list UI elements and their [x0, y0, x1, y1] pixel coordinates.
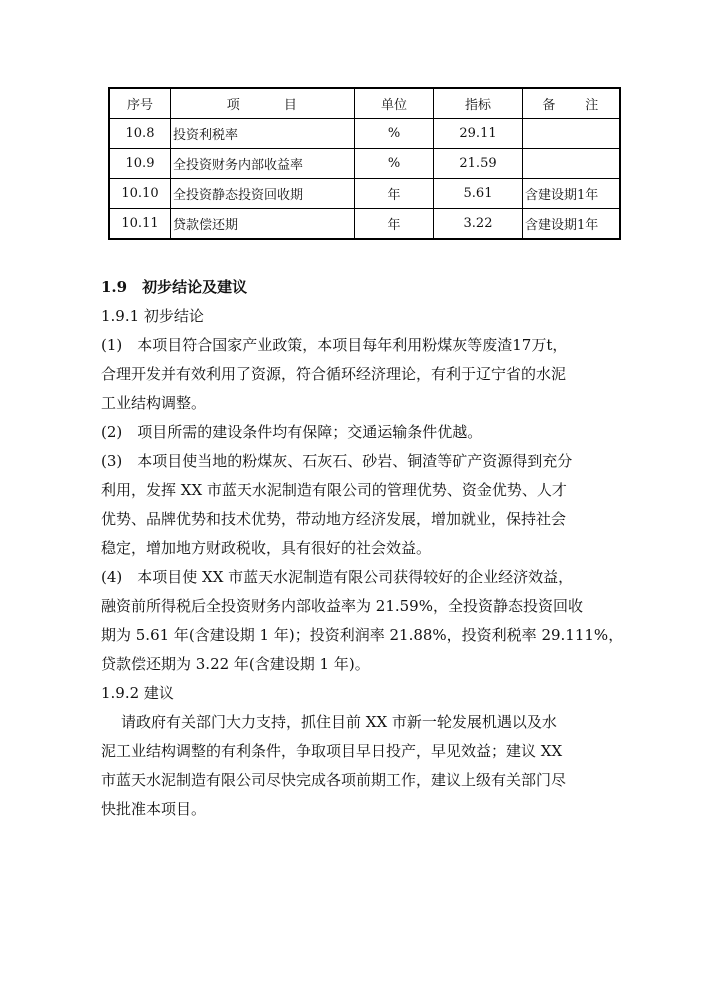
- cell-value: 5.61: [434, 179, 523, 209]
- text-line: (4) 本项目使 XX 市蓝天水泥制造有限公司获得较好的企业经济效益，: [101, 568, 574, 586]
- table-row: [109, 149, 620, 179]
- cell-unit: %: [355, 149, 434, 179]
- text-line: 泥工业结构调整的有利条件，争取项目早日投产，早见效益；建议 XX: [101, 742, 563, 760]
- cell-no: 10.9: [109, 149, 171, 179]
- paragraph-3: [101, 447, 641, 563]
- cell-unit: 年: [355, 209, 434, 240]
- cell-item: 全投资静态投资回收期: [171, 179, 355, 209]
- cell-item: 全投资财务内部收益率: [171, 149, 355, 179]
- table-row: [109, 179, 620, 209]
- indicator-table: [108, 87, 621, 240]
- cell-item: 贷款偿还期: [171, 209, 355, 240]
- text-line: 融资前所得税后全投资财务内部收益率为 21.59%，全投资静态投资回收: [101, 597, 583, 615]
- cell-value: 3.22: [434, 209, 523, 240]
- text-line: 期为 5.61 年(含建设期 1 年)；投资利润率 21.88%，投资利税率 29.111%，: [101, 626, 624, 644]
- paragraph-4: [101, 563, 641, 679]
- text-line: 市蓝天水泥制造有限公司尽快完成各项前期工作，建议上级有关部门尽: [101, 771, 567, 789]
- cell-unit: %: [355, 119, 434, 149]
- cell-note: [523, 149, 621, 179]
- paragraph-1: [101, 331, 641, 418]
- header-unit: 单位: [355, 88, 434, 119]
- cell-no: 10.10: [109, 179, 171, 209]
- header-note: 备 注: [523, 88, 621, 119]
- section-body: [101, 273, 641, 824]
- text-line: (2) 项目所需的建设条件均有保障；交通运输条件优越。: [101, 423, 483, 441]
- text-line: 稳定，增加地方财政税收，具有很好的社会效益。: [101, 539, 432, 557]
- subsection-conclusion: 1.9.1 初步结论: [101, 307, 204, 325]
- section-heading: 1.9 初步结论及建议: [101, 278, 248, 296]
- paragraph-2: [101, 418, 641, 447]
- table-header-row: [109, 88, 620, 119]
- header-no: 序号: [109, 88, 171, 119]
- text-line: (1) 本项目符合国家产业政策，本项目每年利用粉煤灰等废渣17万t，: [101, 336, 568, 354]
- cell-no: 10.11: [109, 209, 171, 240]
- paragraph-5: [101, 708, 641, 824]
- header-value: 指标: [434, 88, 523, 119]
- text-line: 合理开发并有效利用了资源，符合循环经济理论，有利于辽宁省的水泥: [101, 365, 567, 383]
- text-line: 利用，发挥 XX 市蓝天水泥制造有限公司的管理优势、资金优势、人才: [101, 481, 567, 499]
- cell-note: 含建设期1年: [523, 179, 621, 209]
- text-line: (3) 本项目使当地的粉煤灰、石灰石、砂岩、铜渣等矿产资源得到充分: [101, 452, 573, 470]
- table-row: [109, 209, 620, 240]
- header-item: 项 目: [171, 88, 355, 119]
- text-line: 工业结构调整。: [101, 394, 207, 412]
- cell-note: [523, 119, 621, 149]
- cell-note: 含建设期1年: [523, 209, 621, 240]
- cell-unit: 年: [355, 179, 434, 209]
- text-line: 优势、品牌优势和技术优势，带动地方经济发展，增加就业，保持社会: [101, 510, 567, 528]
- cell-value: 29.11: [434, 119, 523, 149]
- text-line: 请政府有关部门大力支持，抓住目前 XX 市新一轮发展机遇以及水: [121, 713, 557, 731]
- table-row: [109, 119, 620, 149]
- cell-item: 投资利税率: [171, 119, 355, 149]
- text-line: 快批准本项目。: [101, 800, 207, 818]
- cell-no: 10.8: [109, 119, 171, 149]
- subsection-suggestion: 1.9.2 建议: [101, 684, 174, 702]
- cell-value: 21.59: [434, 149, 523, 179]
- text-line: 贷款偿还期为 3.22 年(含建设期 1 年)。: [101, 655, 370, 673]
